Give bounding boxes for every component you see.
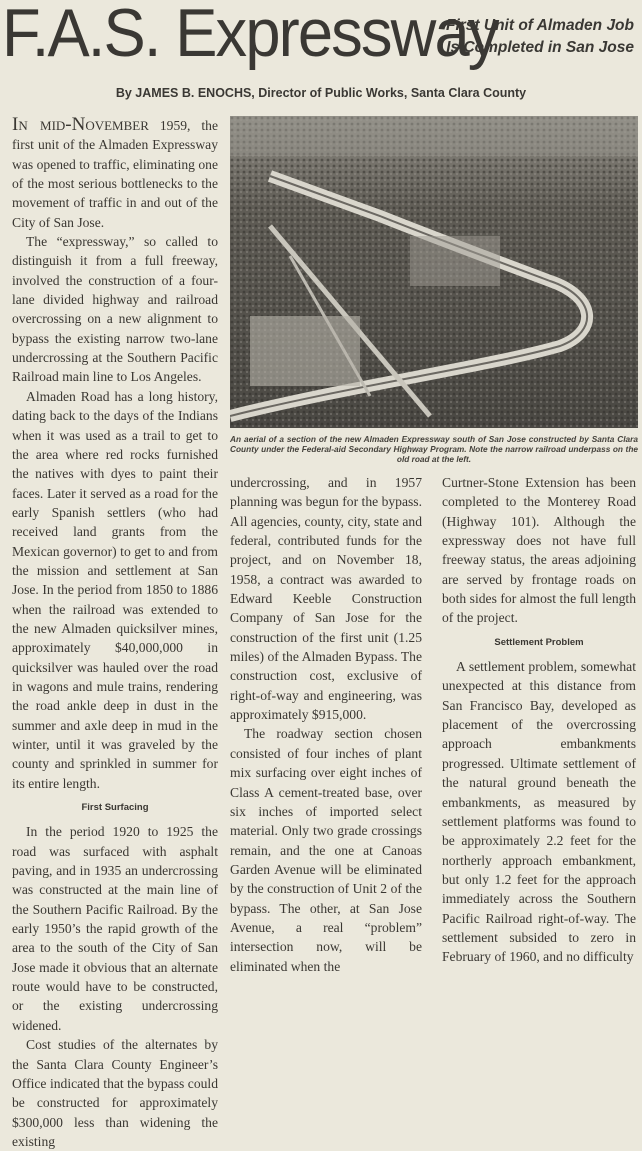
column-1 bbox=[12, 115, 218, 1151]
paragraph: The “expressway,” so called to distinguish it from a full freeway, involved the construction of a four-lane divided highway and railroad overcrossing on a new alignment to bypass the existing narrow two-lane undercrossing at the Southern Pacific Railroad main line to Los Angeles. bbox=[12, 234, 218, 385]
article-subtitle bbox=[446, 15, 634, 59]
lead-in: In mid-November bbox=[12, 114, 149, 135]
photo-caption: An aerial of a section of the new Almaden Expressway south of San Jose constructed by Santa Clara County under the Federal-aid Secondary Highway Program. Note the narrow railroad underpass on the old road at the left. bbox=[230, 434, 638, 464]
paragraph-text: 1959, the first unit of the Almaden Expressway was opened to traffic, eliminating one of the most serious bottlenecks to the movement of traffic in and out of the City of San Jose. bbox=[12, 118, 218, 230]
byline: By JAMES B. ENOCHS, Director of Public Works, Santa Clara County bbox=[115, 86, 527, 100]
paragraph: Cost studies of the alternates by the Santa Clara County Engineer’s Office indicated that the bypass could be constructed for approximately $300,000 less than widening the existing bbox=[12, 1037, 218, 1149]
paragraph: Curtner-Stone Extension has been completed to the Monterey Road (Highway 101). Although the expressway does not have full freeway status, the areas adjoining are served by frontage roads on both sides for almost the full length of the project. bbox=[442, 475, 636, 626]
paragraph: The roadway section chosen consisted of four inches of plant mix surfacing over eight inches of Class A cement-treated base, over six inches of imported select material. Only two grade crossings remain, and the one at Canoas Garden Avenue will be eliminated by the construction of Unit 2 of the bypass. The other, at San Jose Avenue, a real “problem” intersection now, will be eliminated when the bbox=[230, 726, 422, 974]
paragraph: undercrossing, and in 1957 planning was begun for the bypass. All agencies, county, city, state and federal, contributed funds for the project, and on November 18, 1958, a contract was awarded to Edward Keeble Construction Company of San Jose for the construction of the first unit (1.25 miles) of the Almaden Bypass. The construction cost, exclusive of right-of-way and engineering, was approximately $915,000. bbox=[230, 475, 422, 723]
paragraph: In the period 1920 to 1925 the road was surfaced with asphalt paving, and in 1935 an undercrossing was constructed at the main line of the Southern Pacific Railroad. By the early 1950’s the rapid growth of the area to the south of the City of San Jose made it obvious that an alternate route would have to be constructed, or the existing undercrossing widened. bbox=[12, 824, 218, 1033]
paragraph bbox=[12, 115, 218, 232]
paragraph: A settlement problem, somewhat unexpected at this distance from San Francisco Bay, developed as placement of the overcrossing approach embankments progressed. Ultimate settlement of the natural ground beneath the embankments, as measured by settlement platforms was found to be approximately 2.2 feet for the northerly approach embankment, but only 1.2 feet for the approach immediately across the Southern Pacific Railroad right-of-way. The settlement subsided to zero in February of 1960, and no difficulty bbox=[442, 659, 636, 965]
paragraph: Almaden Road has a long history, dating back to the days of the Indians when it was used as a trail to get to the area where red rocks furnished the natives with dyes to paint their faces. Later it served as a road for the early Spanish settlers (who had received land grants from the Mexican governor) to get to and from the mission and settlement at San Jose. In the period from 1850 to 1886 when the railroad was extended to the new Almaden quicksilver mines, approximately $40,000,000 in quicksilver was hauled over the road in wagons and mule trains, rendering the road ankle deep in dust in the summer and axle deep in mud in the winter, until it was graveled by the county and sprinkled in summer for its entire length. bbox=[12, 388, 218, 791]
subtitle-line: First Unit of Almaden Job bbox=[445, 17, 634, 34]
section-heading: Settlement Problem bbox=[494, 636, 584, 648]
section-heading: First Surfacing bbox=[81, 802, 149, 814]
aerial-photo bbox=[230, 116, 638, 428]
column-2 bbox=[230, 473, 422, 976]
subtitle-line: Is Completed in San Jose bbox=[446, 39, 634, 56]
article-title: F.A.S. Expressway bbox=[2, 0, 498, 71]
column-3 bbox=[442, 473, 636, 967]
